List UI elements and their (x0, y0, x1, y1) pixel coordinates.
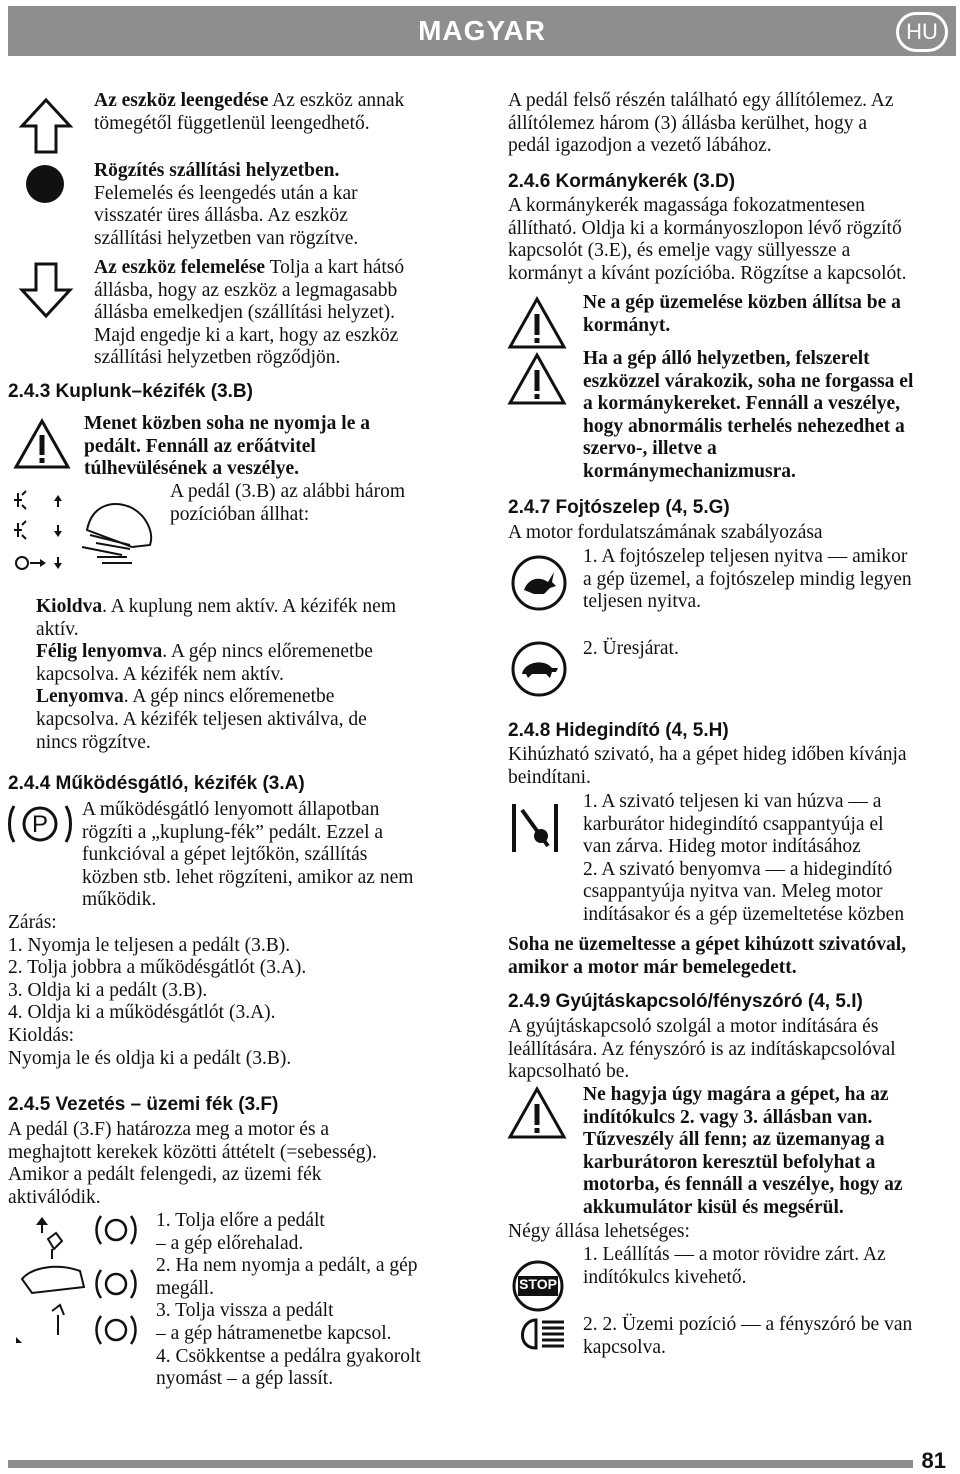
drive-step-1-result: – a gép előrehalad. (156, 1232, 304, 1254)
ignition-warning-line-6: akkumulátor kisül és megsérül. (583, 1196, 844, 1218)
list-item (22, 596, 482, 619)
steering-warning-2-line-3: a kormánykereket. Fennáll a veszélye, (583, 393, 901, 415)
parking-line-2: rögzíti a „kuplung-fék” pedált. Ezzel a (82, 821, 384, 843)
ignition-positions-label: Négy állása lehetséges: (508, 1221, 690, 1242)
raise-line-3: állásba emelkedjen (szállítási helyzet). (94, 302, 396, 324)
lower-tool-paragraph (94, 90, 494, 135)
warning-icon (508, 352, 566, 406)
throttle-subtitle: A motor fordulatszámának szabályozása (508, 522, 823, 543)
ignition-warning-line-4: karburátoron keresztül befolyhat a (583, 1151, 876, 1173)
clutch-warning-line-3: túlhevülésének a veszélye. (84, 458, 300, 480)
section-2-4-7-title: 2.4.7 Fojtószelep (4, 5.G) (508, 497, 730, 518)
drive-step-1: 1. Tolja előre a pedált (156, 1210, 325, 1231)
ignition-stop-line-2: indítókulcs kivehető. (583, 1266, 747, 1288)
plate-line-1: A pedál felső részén található egy állítólemez. Az (508, 90, 894, 111)
drive-step-3-result: – a gép hátramenetbe kapcsol. (156, 1322, 392, 1344)
list-item (22, 641, 482, 664)
section-2-4-8-title: 2.4.8 Hidegindító (4, 5.H) (508, 720, 729, 741)
raise-line-5: szállítási helyzetben rögződjön. (94, 347, 341, 369)
drive-step-3: 3. Tolja vissza a pedált (156, 1300, 334, 1322)
choke-step-1-line-3: van zárva. Hideg motor indításához (583, 836, 861, 858)
zaras-label: Zárás: (8, 912, 57, 933)
drive-step-2-result: megáll. (156, 1277, 214, 1299)
language-badge: HU (896, 12, 948, 52)
ignition-line-3: kapcsolható be. (508, 1061, 630, 1083)
steering-warning-1 (583, 292, 958, 337)
list-item-cont: kapcsolva. A kézifék nem aktív. (36, 663, 284, 685)
warning-icon (508, 1086, 566, 1140)
ignition-warning (583, 1084, 958, 1220)
list-item-bold: Lenyomva (36, 686, 124, 708)
gear-forward-icon (96, 1212, 136, 1248)
warning-icon (14, 418, 70, 470)
choke-warning-line-2: amikor a motor már bemelegedett. (508, 956, 797, 978)
zaras-step-4: 4. Oldja ki a működésgátlót (3.A). (8, 1002, 276, 1024)
choke-step-1-line-2: karburátor hidegindító csappantyúja el (583, 813, 884, 835)
ignition-warning-line-1: Ne hagyja úgy magára a gépet, ha az (583, 1084, 889, 1105)
throttle-idle: 2. Üresjárat. (583, 638, 679, 659)
drive-line-1: A pedál (3.F) határozza meg a motor és a (8, 1119, 330, 1140)
pedal-positions-line-2: pozícióban állhat: (170, 503, 310, 525)
lock-line-3: szállítási helyzetben van rögzítve. (94, 227, 359, 249)
page-number: 81 (921, 1448, 946, 1473)
choke-step-2-line-3: indításakor és a gép üzemeltetése közben (583, 903, 905, 925)
list-item (22, 686, 482, 709)
gear-neutral-icon (96, 1266, 136, 1302)
pedal-positions-text (170, 481, 490, 526)
ignition-line-1: A gyújtáskapcsoló szolgál a motor indítására és (508, 1016, 879, 1037)
lock-paragraph (94, 160, 494, 250)
list-item-bold: Kioldva (36, 596, 103, 617)
lock-title: Rögzítés szállítási helyzetben. (94, 160, 340, 181)
steering-line-2: állítható. Oldja ki a kormányoszlopon lévő rögzítő (508, 217, 902, 239)
parking-line-4: közben stb. lehet rögzíteni, amikor az nem (82, 866, 414, 888)
rabbit-fast-icon (510, 554, 568, 612)
drive-step-4-result: nyomást – a gép lassít. (156, 1368, 334, 1390)
arrow-down-icon (20, 262, 72, 318)
section-2-4-5-title: 2.4.5 Vezetés – üzemi fék (3.F) (8, 1094, 279, 1115)
choke-warning (508, 934, 958, 979)
steering-line-3: kapcsolót (3.E), és emelje vagy süllyessze a (508, 240, 851, 262)
steering-line-1: A kormánykerék magassága fokozatmentesen (508, 195, 865, 216)
ignition-stop-line-1: 1. Leállítás — a motor rövidre zárt. Az (583, 1244, 886, 1265)
drive-line-3: Amikor a pedált felengedi, az üzemi fék (8, 1164, 322, 1186)
list-item-text: . A kuplung nem aktív. A kézifék nem (102, 596, 397, 617)
zaras-step-2: 2. Tolja jobbra a működésgátlót (3.A). (8, 957, 307, 979)
header-title: MAGYAR (418, 15, 546, 46)
choke-line-1: Kihúzható szivató, ha a gépet hideg időben kívánja (508, 744, 907, 765)
choke-line-2: beindítani. (508, 766, 591, 788)
plate-line-3: pedál igazodjon a vezető lábához. (508, 135, 772, 157)
footer-bar (8, 1460, 913, 1468)
lock-line-2: visszatér üres állásba. Az eszköz (94, 205, 348, 227)
kioldas-label: Kioldás: (8, 1024, 75, 1046)
clutch-warning-line-1: Menet közben soha ne nyomja le a (84, 413, 370, 434)
section-2-4-3-title: 2.4.3 Kuplunk–kézifék (3.B) (8, 381, 253, 402)
drive-pedal-diagram (12, 1215, 102, 1347)
lower-tool-title: Az eszköz leengedése (94, 90, 269, 111)
section-2-4-4-title: 2.4.4 Működésgátló, kézifék (3.A) (8, 773, 305, 794)
pedal-position-list (22, 596, 482, 754)
lower-tool-text: Az eszköz annak (268, 90, 405, 111)
steering-warning-2 (583, 348, 958, 484)
steering-warning-2-line-6: kormánymechanizmusra. (583, 460, 796, 482)
section-2-4-6-title: 2.4.6 Kormánykerék (3.D) (508, 171, 736, 192)
ignition-paragraph (508, 1016, 958, 1084)
ignition-run-line-1: 2. 2. Üzemi pozíció — a fényszóró be van (583, 1314, 913, 1335)
steering-warning-2-line-2: eszközzel várakozik, soha ne forgassa el (583, 370, 914, 392)
drive-paragraph (8, 1119, 488, 1209)
pedal-positions-line-1: A pedál (3.B) az alábbi három (170, 481, 405, 502)
list-item-text: . A gép nincs előremenetbe (123, 686, 335, 708)
turtle-slow-icon (510, 640, 568, 698)
steering-warning-2-line-4: hogy abnormális terhelés nehezedhet a (583, 415, 905, 437)
raise-line-4: Majd engedje ki a kart, hogy az eszköz (94, 324, 399, 346)
list-item-cont: aktív. (36, 618, 79, 640)
raise-tool-paragraph (94, 257, 494, 370)
clutch-warning-line-2: pedált. Fennáll az erőátvitel (84, 435, 316, 457)
steering-warning-2-line-5: szervo-, illetve a (583, 438, 717, 460)
list-item-bold: Félig lenyomva (36, 641, 163, 663)
ignition-run-line-2: kapcsolva. (583, 1336, 666, 1358)
drive-step-2: 2. Ha nem nyomja a pedált, a gép (156, 1255, 418, 1277)
ignition-stop (583, 1244, 958, 1289)
drive-line-2: meghajtott kerekek közötti áttételt (=sebesség). (8, 1141, 377, 1163)
steering-warning-2-line-1: Ha a gép álló helyzetben, felszerelt (583, 348, 870, 369)
ignition-warning-line-2: indítókulcs 2. vagy 3. állásban van. (583, 1106, 873, 1128)
drive-line-4: aktiválódik. (8, 1186, 101, 1208)
page-header (8, 6, 956, 56)
headlight-icon (510, 1316, 568, 1352)
choke-step-2-line-1: 2. A szivató benyomva — a hidegindító (583, 858, 893, 880)
throttle-full-line-3: teljesen nyitva. (583, 591, 702, 613)
parking-brake-paragraph (82, 799, 492, 912)
steering-warning-1-line-2: kormányt. (583, 314, 671, 336)
throttle-full-line-2: a gép üzemel, a fojtószelep mindig legyen (583, 568, 912, 590)
throttle-full (583, 546, 958, 614)
parking-brake-icon (8, 800, 72, 848)
clutch-warning (84, 413, 484, 481)
throttle-full-line-1: 1. A fojtószelep teljesen nyitva — amikor (583, 546, 908, 567)
choke-warning-line-1: Soha ne üzemeltesse a gépet kihúzott szivatóval, (508, 934, 907, 955)
steering-paragraph (508, 195, 958, 285)
choke-step-2-line-2: csappantyúja nyitva van. Meleg motor (583, 881, 883, 903)
list-item-cont: nincs rögzítve. (36, 731, 151, 753)
choke-step-1-line-1: 1. A szivató teljesen ki van húzva — a (583, 791, 882, 812)
choke-icon (510, 800, 560, 856)
parking-line-5: működik. (82, 889, 157, 911)
steering-line-4: kormányt a kívánt pozícióba. Rögzítse a kapcsolót. (508, 262, 907, 284)
ignition-line-2: leállítására. Az fényszóró is az indításkapcsolóval (508, 1038, 896, 1060)
gear-reverse-icon (96, 1312, 136, 1348)
svg-text:P: P (31, 811, 49, 838)
arrow-up-icon (20, 98, 72, 154)
list-item-cont: kapcsolva. A kézifék teljesen aktiválva, de (36, 708, 367, 730)
list-item-text: . A gép nincs előremenetbe (162, 641, 373, 663)
stop-icon-label: STOP (519, 1276, 557, 1292)
ignition-run (583, 1314, 958, 1359)
raise-line-2: állásba, hogy az eszköz a legmagasabb (94, 279, 398, 301)
ignition-warning-line-5: motorba, és fennáll a veszélye, hogy az (583, 1174, 903, 1196)
raise-tool-text: Tolja a kart hátsó (265, 257, 405, 278)
ignition-warning-line-3: Tűzveszély áll fenn; az üzemanyag a (583, 1129, 885, 1151)
lock-dot-icon (24, 163, 66, 205)
zaras-step-3: 3. Oldja ki a pedált (3.B). (8, 979, 208, 1001)
parking-line-1: A működésgátló lenyomott állapotban (82, 799, 380, 820)
raise-tool-title: Az eszköz felemelése (94, 257, 266, 278)
lower-tool-text-2: tömegétől függetlenül leengedhető. (94, 112, 370, 134)
zaras-step-1: 1. Nyomja le teljesen a pedált (3.B). (8, 934, 291, 956)
choke-steps (583, 791, 958, 927)
section-2-4-9-title: 2.4.9 Gyújtáskapcsoló/fényszóró (4, 5.I) (508, 991, 863, 1012)
lock-line-1: Felemelés és leengedés után a kar (94, 182, 358, 204)
choke-paragraph (508, 744, 958, 789)
pedal-plate-paragraph (508, 90, 958, 158)
drive-steps (156, 1210, 486, 1391)
warning-icon (508, 296, 566, 350)
lock-release-steps (8, 912, 488, 1070)
drive-step-4: 4. Csökkentse a pedálra gyakorolt (156, 1345, 421, 1367)
pedal-position-diagram (12, 485, 162, 575)
kioldas-step-1: Nyomja le és oldja ki a pedált (3.B). (8, 1047, 292, 1069)
plate-line-2: állítólemez három (3) állásba kerülhet, hogy a (508, 112, 867, 134)
steering-warning-1-line-1: Ne a gép üzemelése közben állítsa be a (583, 292, 901, 313)
parking-line-3: funkcióval a gépet lejtőkön, szállítás (82, 844, 368, 866)
